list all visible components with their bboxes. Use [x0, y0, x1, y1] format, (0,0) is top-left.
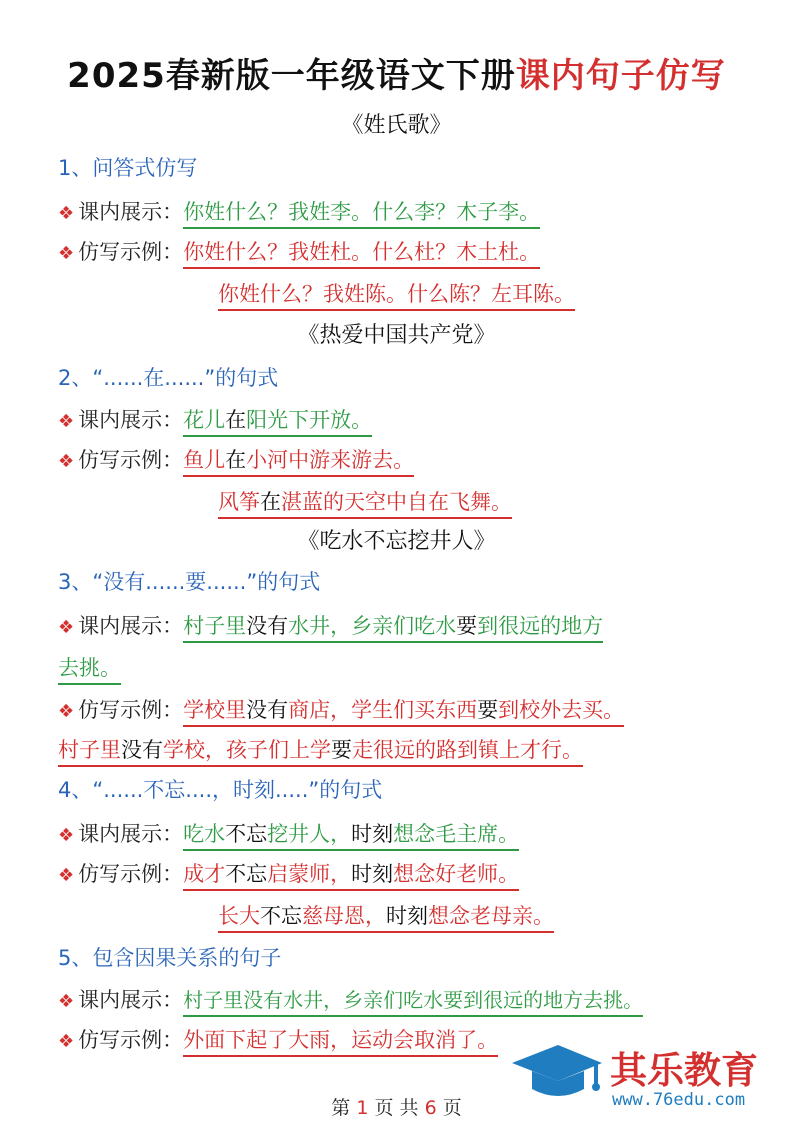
example-row-1b: [218, 278, 575, 308]
phrase: 吃水: [183, 822, 226, 846]
example-label: 仿写示例：: [78, 1028, 184, 1052]
keyword: 没有: [246, 614, 289, 638]
diamond-marker-icon: ❖: [58, 865, 75, 886]
example-sentence: [183, 448, 414, 477]
section-heading-2: 2、“......在......”的句式: [58, 366, 279, 390]
phrase: 鱼儿: [183, 448, 226, 472]
demo-row-2: [58, 404, 372, 434]
demo-label: 课内展示：: [78, 408, 184, 432]
demo-label: 课内展示：: [78, 822, 184, 846]
keyword: 要: [477, 698, 499, 722]
example-sentence: [218, 490, 512, 519]
example-row-3: [58, 694, 624, 724]
example-sentence: [183, 862, 519, 891]
total-page-number: 6: [424, 1097, 437, 1119]
demo-label: 课内展示：: [78, 200, 184, 224]
logo-url: www.76edu.com: [612, 1090, 746, 1110]
keyword: 时刻: [351, 862, 394, 886]
lesson-title-2: 《热爱中国共产党》: [297, 323, 496, 348]
example-sentence: [183, 698, 624, 727]
example-row-4b: [218, 900, 554, 930]
phrase: 成才: [183, 862, 226, 886]
phrase: 想念老母亲。: [428, 904, 554, 928]
keyword: 要: [331, 738, 352, 762]
section-heading-5: 5、包含因果关系的句子: [58, 946, 282, 970]
title-main: 2025春新版一年级语文下册: [67, 56, 516, 96]
example-row-5: [58, 1024, 498, 1054]
keyword: 在: [225, 448, 247, 472]
section-heading-1: 1、问答式仿写: [58, 156, 198, 180]
phrase: 学校，孩子们上学: [163, 738, 331, 762]
example-label: 仿写示例：: [78, 240, 184, 264]
keyword: 时刻: [386, 904, 428, 928]
phrase: 到校外去买。: [498, 698, 625, 722]
phrase: 湛蓝的天空中自在飞舞。: [281, 490, 512, 514]
keyword: 时刻: [351, 822, 394, 846]
demo-row-3: [58, 610, 603, 640]
example-sentence: [58, 738, 583, 767]
demo-label: 课内展示：: [78, 614, 184, 638]
example-sentence: 外面下起了大雨，运动会取消了。: [183, 1028, 498, 1057]
example-row-1: [58, 236, 540, 266]
phrase: 挖井人，: [267, 822, 352, 846]
phrase: 阳光下开放。: [246, 408, 373, 432]
keyword: 要: [456, 614, 478, 638]
diamond-marker-icon: ❖: [58, 243, 75, 264]
example-label: 仿写示例：: [78, 698, 184, 722]
keyword: 不忘: [225, 862, 268, 886]
phrase: 村子里: [183, 614, 247, 638]
phrase: 小河中游来游去。: [246, 448, 415, 472]
keyword: 不忘: [225, 822, 268, 846]
diamond-marker-icon: ❖: [58, 701, 75, 722]
phrase: 风筝: [218, 490, 260, 514]
demo-row-3b: [58, 652, 121, 682]
keyword: 不忘: [260, 904, 302, 928]
diamond-marker-icon: ❖: [58, 617, 75, 638]
footer-text: 页: [442, 1097, 462, 1119]
demo-sentence: [183, 408, 372, 437]
diamond-marker-icon: ❖: [58, 991, 75, 1012]
example-row-3b: [58, 734, 583, 764]
phrase: 走很远的路到镇上才行。: [352, 738, 583, 762]
diamond-marker-icon: ❖: [58, 825, 75, 846]
page-footer: [0, 1093, 793, 1120]
keyword: 没有: [246, 698, 289, 722]
phrase: 花儿: [183, 408, 226, 432]
phrase: 长大: [218, 904, 260, 928]
demo-sentence: 村子里没有水井，乡亲们吃水要到很远的地方去挑。: [183, 988, 643, 1017]
keyword: 在: [225, 408, 247, 432]
demo-row-1: [58, 196, 540, 226]
demo-sentence: 你姓什么？我姓李。什么李？木子李。: [183, 200, 540, 229]
page-title: [0, 48, 793, 97]
diamond-marker-icon: ❖: [58, 203, 75, 224]
keyword: 没有: [121, 738, 163, 762]
footer-text: 第: [331, 1097, 351, 1119]
example-row-4: [58, 858, 519, 888]
demo-row-4: [58, 818, 519, 848]
phrase: 慈母恩，: [302, 904, 386, 928]
lesson-title-1: 《姓氏歌》: [341, 113, 452, 138]
phrase: 启蒙师，: [267, 862, 352, 886]
example-label: 仿写示例：: [78, 862, 184, 886]
section-heading-4: 4、“......不忘....，时刻.....”的句式: [58, 778, 383, 802]
demo-sentence: [183, 822, 519, 851]
demo-sentence-cont: 去挑。: [58, 656, 121, 685]
demo-sentence: [183, 614, 603, 643]
keyword: 在: [260, 490, 281, 514]
logo-name: 其乐教育: [610, 1049, 758, 1092]
phrase: 商店，学生们买东西: [288, 698, 478, 722]
phrase: 村子里: [58, 738, 121, 762]
demo-label: 课内展示：: [78, 988, 184, 1012]
phrase: 想念好老师。: [393, 862, 520, 886]
phrase: 学校里: [183, 698, 247, 722]
example-row-2: [58, 444, 414, 474]
example-sentence: 你姓什么？我姓陈。什么陈？左耳陈。: [218, 282, 575, 311]
diamond-marker-icon: ❖: [58, 1031, 75, 1052]
diamond-marker-icon: ❖: [58, 411, 75, 432]
demo-row-5: [58, 984, 643, 1014]
title-highlight: 课内句子仿写: [515, 56, 726, 96]
diamond-marker-icon: ❖: [58, 451, 75, 472]
footer-text: 页 共: [374, 1097, 419, 1119]
section-heading-3: 3、“没有......要......”的句式: [58, 570, 321, 594]
example-label: 仿写示例：: [78, 448, 184, 472]
phrase: 水井，乡亲们吃水: [288, 614, 457, 638]
example-sentence: [218, 904, 554, 933]
lesson-title-3: 《吃水不忘挖井人》: [297, 529, 496, 554]
phrase: 想念毛主席。: [393, 822, 520, 846]
example-sentence: 你姓什么？我姓杜。什么杜？木土杜。: [183, 240, 540, 269]
example-row-2b: [218, 486, 512, 516]
phrase: 到很远的地方: [477, 614, 604, 638]
current-page-number: 1: [356, 1097, 369, 1119]
